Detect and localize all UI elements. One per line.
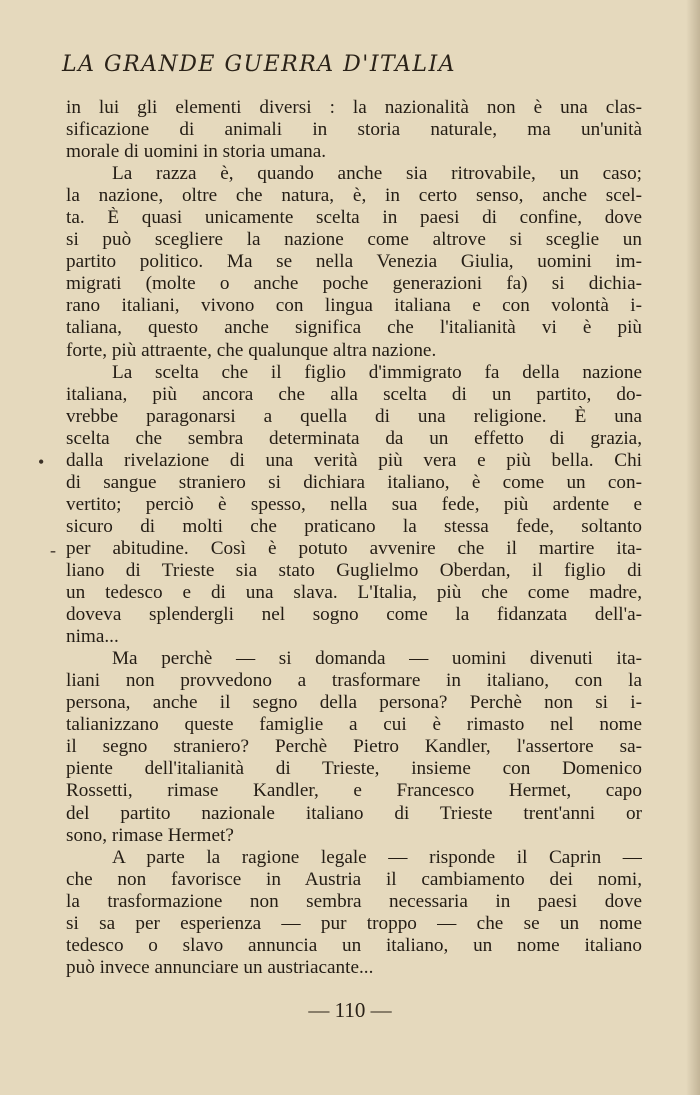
text-line: Ma perchè — si domanda — uomini divenuti ita- <box>112 648 642 670</box>
text-line: liano di Trieste sia stato Guglielmo Oberdan, il figlio di <box>66 559 642 581</box>
running-head: LA GRANDE GUERRA D'ITALIA <box>62 52 457 77</box>
text-line: sificazione di animali in storia naturale, ma un'unità <box>66 119 642 141</box>
text-line: sono, rimase Hermet? <box>66 824 234 846</box>
text-line: in lui gli elementi diversi : la nazionalità non è una clas- <box>66 97 642 118</box>
margin-dot: • <box>38 452 45 472</box>
text-line: liani non provvedono a trasformare in italiano, con la <box>66 670 642 692</box>
text-line: si sa per esperienza — pur troppo — che se un nome <box>66 912 642 934</box>
text-line: taliana, questo anche significa che l'italianità vi è più <box>66 317 642 339</box>
body-text <box>66 97 642 979</box>
text-line: il segno straniero? Perchè Pietro Kandler, l'assertore sa- <box>66 736 642 758</box>
text-line: un tedesco e di una slava. L'Italia, più che come madre, <box>66 582 642 604</box>
text-line: vertito; perciò è spesso, nella sua fede, più ardente e <box>66 493 642 515</box>
text-line: di sangue straniero si dichiara italiano, è come un con- <box>66 471 642 493</box>
text-line: A parte la ragione legale — risponde il Caprin — <box>112 846 642 868</box>
text-line: si può scegliere la nazione come altrove si sceglie un <box>66 229 642 251</box>
text-line: migrati (molte o anche poche generazioni fa) si dichia- <box>66 273 642 295</box>
text-line: italiana, più ancora che alla scelta di un partito, do- <box>66 383 642 405</box>
page-number: — 110 — <box>308 998 392 1022</box>
text-line: la nazione, oltre che natura, è, in certo senso, anche scel- <box>66 185 642 207</box>
text-line: vrebbe paragonarsi a quella di una religione. È una <box>66 405 642 427</box>
text-line: doveva splendergli nel sogno come la fidanzata dell'a- <box>66 604 642 626</box>
text-line: forte, più attraente, che qualunque altra nazione. <box>66 339 437 361</box>
text-line: tedesco o slavo annuncia un italiano, un nome italiano <box>66 934 642 956</box>
margin-dash: - <box>50 540 56 560</box>
text-line: scelta che sembra determinata da un effetto di grazia, <box>66 427 642 449</box>
text-line: dalla rivelazione di una verità più vera e più bella. Chi <box>66 449 642 471</box>
text-line: ta. È quasi unicamente scelta in paesi di confine, dove <box>66 207 642 229</box>
text-line: rano italiani, vivono con lingua italiana e con volontà i- <box>66 295 642 317</box>
text-line: la trasformazione non sembra necessaria in paesi dove <box>66 890 642 912</box>
text-line: morale di uomini in storia umana. <box>66 141 327 163</box>
text-line: che non favorisce in Austria il cambiamento dei nomi, <box>66 868 642 890</box>
text-line: La scelta che il figlio d'immigrato fa della nazione <box>112 361 642 383</box>
text-line: nima... <box>66 626 119 648</box>
text-line: partito politico. Ma se nella Venezia Giulia, uomini im- <box>66 251 642 273</box>
text-line: persona, anche il segno della persona? Perchè non si i- <box>66 692 642 714</box>
text-line: del partito nazionale italiano di Trieste trent'anni or <box>66 802 642 824</box>
text-line: per abitudine. Così è potuto avvenire che il martire ita- <box>66 537 642 559</box>
text-line: La razza è, quando anche sia ritrovabile, un caso; <box>112 163 642 185</box>
text-line: talianizzano queste famiglie a cui è rimasto nel nome <box>66 714 642 736</box>
text-line: può invece annunciare un austriacante... <box>66 956 374 978</box>
text-line: sicuro di molti che praticano la stessa fede, soltanto <box>66 515 642 537</box>
page-edge-shadow <box>686 0 700 1095</box>
text-line: piente dell'italianità di Trieste, insieme con Domenico <box>66 758 642 780</box>
text-line: Rossetti, rimase Kandler, e Francesco Hermet, capo <box>66 780 642 802</box>
